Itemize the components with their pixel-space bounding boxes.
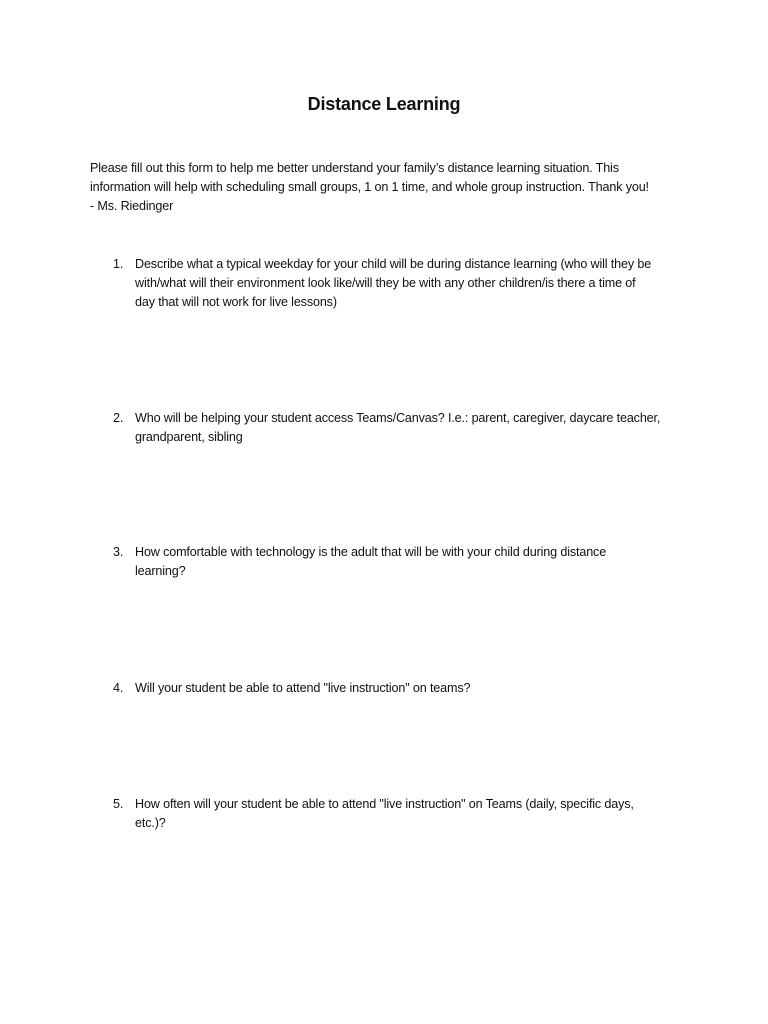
question-number: 1. — [113, 257, 124, 271]
question-number: 3. — [113, 545, 124, 559]
question-text — [135, 409, 683, 447]
question-line: Who will be helping your student access Teams/Canvas? I.e.: parent, caregiver, daycare teacher, — [135, 411, 661, 425]
page-title: Distance Learning — [307, 94, 461, 114]
question-line: with/what will their environment look like/will they be with any other children/is there a time of — [135, 276, 636, 290]
question-text — [135, 255, 683, 312]
question-line: etc.)? — [135, 816, 166, 830]
intro-signature: - Ms. Riedinger — [90, 199, 174, 213]
question-text — [135, 795, 683, 833]
intro-paragraph — [90, 159, 690, 216]
question-line: grandparent, sibling — [135, 430, 243, 444]
question-line: day that will not work for live lessons) — [135, 295, 337, 309]
intro-line: Please fill out this form to help me better understand your family’s distance learning situation. This — [90, 161, 619, 175]
intro-line: information will help with scheduling small groups, 1 on 1 time, and whole group instruction. Thank you! — [90, 180, 649, 194]
question-text — [135, 679, 683, 698]
question-line: How often will your student be able to attend "live instruction" on Teams (daily, specific days, — [135, 797, 634, 811]
question-line: How comfortable with technology is the adult that will be with your child during distance — [135, 545, 607, 559]
question-1 — [90, 255, 690, 312]
question-5 — [90, 795, 690, 833]
question-2 — [90, 409, 690, 447]
question-number: 4. — [113, 681, 124, 695]
question-text — [135, 543, 683, 581]
question-number: 5. — [113, 797, 124, 811]
question-number: 2. — [113, 411, 124, 425]
question-line: Describe what a typical weekday for your child will be during distance learning (who will they be — [135, 257, 652, 271]
question-line: learning? — [135, 564, 186, 578]
question-3 — [90, 543, 690, 581]
question-line: Will your student be able to attend "live instruction" on teams? — [135, 681, 471, 695]
question-4 — [90, 679, 690, 698]
